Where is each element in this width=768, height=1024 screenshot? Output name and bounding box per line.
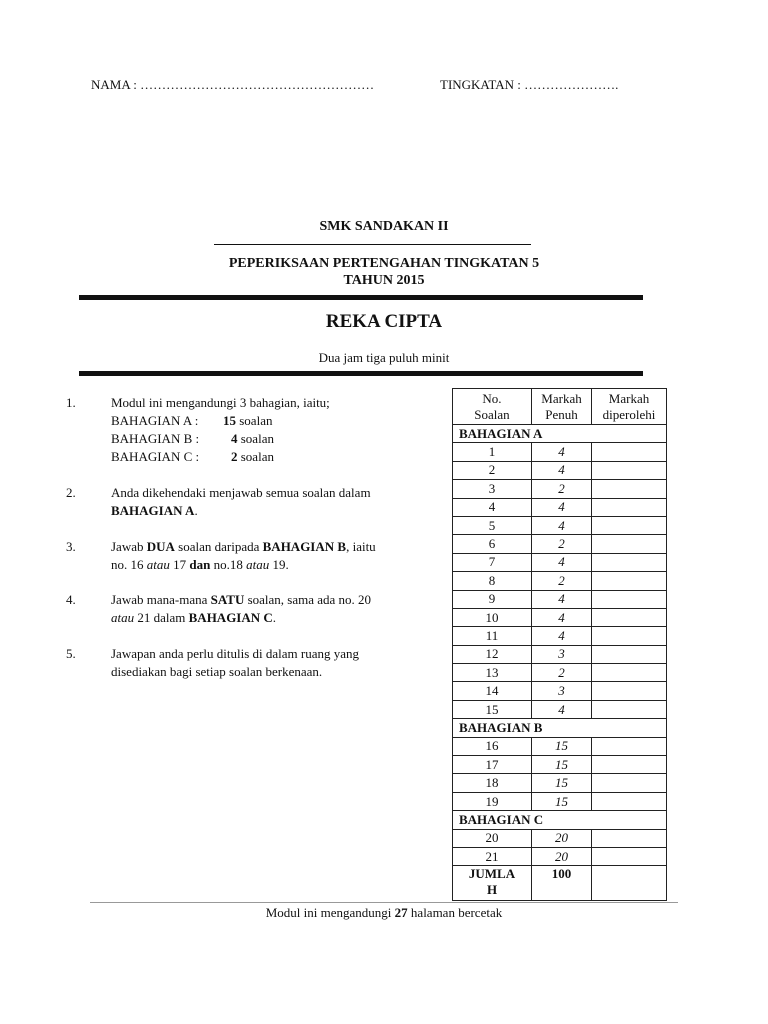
instruction-text: no. 16 atau 17 dan no.18 atau 19. (111, 557, 289, 572)
marks-obtained-cell (592, 682, 667, 700)
section-row (453, 719, 667, 737)
full-marks: 4 (532, 608, 592, 626)
question-number: 13 (453, 664, 532, 682)
full-marks: 15 (532, 774, 592, 792)
exam-year: TAHUN 2015 (343, 273, 425, 288)
marks-obtained-cell (592, 700, 667, 718)
question-number: 15 (453, 700, 532, 718)
full-marks: 4 (532, 461, 592, 479)
total-value: 100 (532, 866, 592, 901)
instruction-text: Jawab mana-mana SATU soalan, sama ada no. 20 (111, 592, 372, 607)
table-row (453, 480, 667, 498)
exam-title: PEPERIKSAAN PERTENGAHAN TINGKATAN 5 (228, 256, 540, 271)
full-marks: 4 (532, 498, 592, 516)
full-marks: 2 (532, 572, 592, 590)
full-marks: 4 (532, 590, 592, 608)
table-row (453, 829, 667, 847)
marks-obtained-cell (592, 480, 667, 498)
marks-obtained-cell (592, 737, 667, 755)
marks-obtained-cell (592, 590, 667, 608)
instruction-number: 2. (66, 485, 76, 500)
question-number: 2 (453, 461, 532, 479)
full-marks: 4 (532, 700, 592, 718)
instruction-text: Jawapan anda perlu ditulis di dalam ruang yang (111, 646, 360, 661)
full-marks: 2 (532, 535, 592, 553)
section-label: BAHAGIAN B (453, 719, 667, 737)
page-count-note: Modul ini mengandungi 27 halaman bercetak (265, 905, 503, 920)
instruction-number: 1. (66, 395, 76, 410)
full-marks: 15 (532, 737, 592, 755)
question-number: 1 (453, 443, 532, 461)
marks-obtained-cell (592, 627, 667, 645)
section-row (453, 811, 667, 829)
table-row (453, 590, 667, 608)
table-row (453, 443, 667, 461)
marks-obtained-cell (592, 443, 667, 461)
full-marks: 4 (532, 627, 592, 645)
thin-divider (214, 244, 531, 245)
subject-title: REKA CIPTA (325, 311, 443, 332)
question-number: 20 (453, 829, 532, 847)
question-number: 11 (453, 627, 532, 645)
marks-table (452, 388, 667, 901)
table-row (453, 461, 667, 479)
marks-obtained-cell (592, 645, 667, 663)
marks-obtained-cell (592, 847, 667, 865)
header-marks-obtained: Markah diperolehi (592, 389, 667, 425)
marks-obtained-cell (592, 664, 667, 682)
header-question-no: No. Soalan (453, 389, 532, 425)
full-marks: 3 (532, 645, 592, 663)
table-row (453, 682, 667, 700)
marks-obtained-cell (592, 535, 667, 553)
instruction-number: 3. (66, 539, 76, 554)
marks-obtained-cell (592, 516, 667, 534)
instruction-text: Modul ini mengandungi 3 bahagian, iaitu; (111, 395, 330, 410)
marks-obtained-cell (592, 756, 667, 774)
thick-divider-top (79, 295, 643, 300)
marks-obtained-cell (592, 461, 667, 479)
question-number: 18 (453, 774, 532, 792)
form-label: TINGKATAN : (440, 77, 521, 92)
full-marks: 15 (532, 792, 592, 810)
table-header-row (453, 389, 667, 425)
table-row (453, 535, 667, 553)
question-number: 16 (453, 737, 532, 755)
instruction-number: 5. (66, 646, 76, 661)
table-row (453, 572, 667, 590)
instruction-text: atau 21 dalam BAHAGIAN C. (111, 610, 277, 625)
marks-obtained-cell (592, 553, 667, 571)
footer-divider (90, 902, 678, 903)
table-row (453, 774, 667, 792)
question-number: 12 (453, 645, 532, 663)
table-row (453, 737, 667, 755)
question-number: 8 (453, 572, 532, 590)
question-number: 9 (453, 590, 532, 608)
table-row (453, 627, 667, 645)
question-number: 17 (453, 756, 532, 774)
question-number: 4 (453, 498, 532, 516)
form-field (440, 77, 618, 93)
header-full-marks: Markah Penuh (532, 389, 592, 425)
table-row (453, 847, 667, 865)
section-c-count: BAHAGIAN C : 2 soalan (111, 449, 274, 464)
duration: Dua jam tiga puluh minit (318, 350, 450, 365)
instruction-text: BAHAGIAN A. (111, 503, 198, 518)
total-row (453, 866, 667, 901)
full-marks: 15 (532, 756, 592, 774)
name-blank: ……………………………………………… (140, 77, 375, 92)
section-label: BAHAGIAN C (453, 811, 667, 829)
question-number: 5 (453, 516, 532, 534)
marks-obtained-cell (592, 572, 667, 590)
instruction-text: Jawab DUA soalan daripada BAHAGIAN B, iaitu (111, 539, 376, 554)
full-marks: 20 (532, 829, 592, 847)
full-marks: 4 (532, 443, 592, 461)
school-name: SMK SANDAKAN II (319, 219, 449, 234)
section-row (453, 425, 667, 443)
marks-obtained-cell (592, 498, 667, 516)
name-field (91, 77, 374, 93)
table-row (453, 756, 667, 774)
section-b-count: BAHAGIAN B : 4 soalan (111, 431, 274, 446)
question-number: 19 (453, 792, 532, 810)
table-row (453, 645, 667, 663)
instruction-text: Anda dikehendaki menjawab semua soalan dalam (111, 485, 371, 500)
full-marks: 2 (532, 480, 592, 498)
question-number: 7 (453, 553, 532, 571)
instruction-text: disediakan bagi setiap soalan berkenaan. (111, 664, 323, 679)
total-label: JUMLA H (453, 866, 532, 901)
table-row (453, 553, 667, 571)
thick-divider-bottom (79, 371, 643, 376)
name-label: NAMA : (91, 77, 137, 92)
question-number: 3 (453, 480, 532, 498)
full-marks: 4 (532, 516, 592, 534)
question-number: 21 (453, 847, 532, 865)
question-number: 6 (453, 535, 532, 553)
table-row (453, 498, 667, 516)
question-number: 14 (453, 682, 532, 700)
total-obtained-cell (592, 866, 667, 901)
marks-obtained-cell (592, 829, 667, 847)
section-a-count: BAHAGIAN A : 15 soalan (111, 413, 273, 428)
full-marks: 4 (532, 553, 592, 571)
marks-obtained-cell (592, 792, 667, 810)
marks-obtained-cell (592, 774, 667, 792)
form-blank: …………………. (524, 77, 619, 92)
instruction-number: 4. (66, 592, 76, 607)
table-row (453, 664, 667, 682)
question-number: 10 (453, 608, 532, 626)
full-marks: 2 (532, 664, 592, 682)
table-row (453, 516, 667, 534)
section-label: BAHAGIAN A (453, 425, 667, 443)
marks-obtained-cell (592, 608, 667, 626)
table-row (453, 608, 667, 626)
table-row (453, 700, 667, 718)
full-marks: 3 (532, 682, 592, 700)
full-marks: 20 (532, 847, 592, 865)
table-row (453, 792, 667, 810)
